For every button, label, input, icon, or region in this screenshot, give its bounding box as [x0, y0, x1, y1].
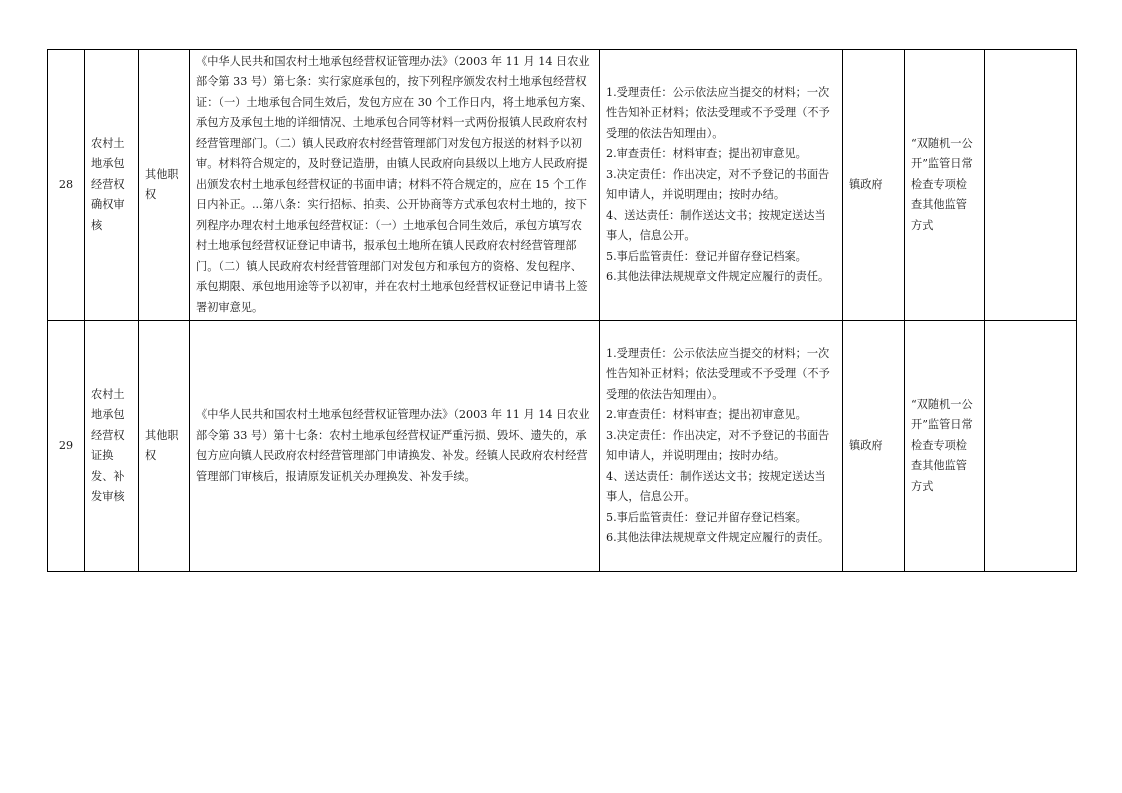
responsibility-item: 4、送达责任：制作送达文书；按规定送达当事人，信息公开。 [606, 208, 826, 242]
responsibility-item: 6.其他法律法规规章文件规定应履行的责任。 [606, 531, 830, 544]
row-number: 29 [48, 321, 85, 572]
remark-cell [985, 321, 1077, 572]
responsible-org: 镇政府 [843, 321, 905, 572]
power-type: 其他职权 [139, 321, 190, 572]
responsibility-item: 2.审查责任：材料审查；提出初审意见。 [606, 408, 807, 421]
item-name: 农村土地承包经营权确权审核 [85, 50, 139, 321]
responsibility-item: 3.决定责任：作出决定，对不予登记的书面告知申请人，并说明理由；按时办结。 [606, 167, 830, 201]
row-number: 28 [48, 50, 85, 321]
responsibility-item: 3.决定责任：作出决定，对不予登记的书面告知申请人，并说明理由；按时办结。 [606, 428, 830, 462]
responsibility-item: 5.事后监管责任：登记并留存登记档案。 [606, 510, 807, 524]
supervision-method: “双随机一公开”监管日常检查专项检查其他监管方式 [905, 321, 985, 572]
responsibility-item: 1.受理责任：公示依法应当提交的材料；一次性告知补正材料；依法受理或不予受理（不予受理的依法告知理由）。 [606, 346, 830, 401]
supervision-method: “双随机一公开”监管日常检查专项检查其他监管方式 [905, 50, 985, 321]
responsibility-item: 6.其他法律法规规章文件规定应履行的责任。 [606, 270, 830, 283]
legal-basis: 《中华人民共和国农村土地承包经营权证管理办法》（2003 年 11 月 14 日农业部令第 33 号）第七条：实行家庭承包的，按下列程序颁发农村土地承包经营权证：（一）土地承包合同生效后，发包方应在 30 个工作日内，将土地承包方案、承包方及承包土地的详细情况、土地承包合同等材料一式两份报镇人民政府农村经营管理部门。（二）镇人民政府农村经营管理部门对发包方报送的材料予以初审。材料符合规定的，及时登记造册，由镇人民政府向县级以上地方人民政府提出颁发农村土地承包经营权证的书面申请；材料不符合规定的，应在 15 个工作日内补正。...第八条：实行招标、拍卖、公开协商等方式承包农村土地的，按下列程序办理农村土地承包经营权证：（一）土地承包合同生效后，承包方填写农村土地承包经营权证登记申请书，报承包土地所在镇人民政府农村经营管理部门。（二）镇人民政府农村经营管理部门对发包方和承包方的资格、发包程序、承包期限、承包地用途等予以初审，并在农村土地承包经营权证登记申请书上签署初审意见。 [190, 50, 600, 321]
responsibility-list [600, 50, 843, 321]
power-type: 其他职权 [139, 50, 190, 321]
responsible-org: 镇政府 [843, 50, 905, 321]
duty-table [47, 49, 1077, 572]
responsibility-item: 2.审查责任：材料审查；提出初审意见。 [606, 147, 807, 160]
responsibility-item: 4、送达责任：制作送达文书；按规定送达当事人，信息公开。 [606, 469, 826, 503]
responsibility-item: 1.受理责任：公示依法应当提交的材料；一次性告知补正材料；依法受理或不予受理（不予受理的依法告知理由）。 [606, 85, 830, 140]
table-row [48, 321, 1077, 572]
remark-cell [985, 50, 1077, 321]
responsibility-item: 5.事后监管责任：登记并留存登记档案。 [606, 249, 807, 263]
table-row [48, 50, 1077, 321]
responsibility-list [600, 321, 843, 572]
legal-basis: 《中华人民共和国农村土地承包经营权证管理办法》（2003 年 11 月 14 日农业部令第 33 号）第十七条：农村土地承包经营权证严重污损、毁坏、遗失的，承包方应向镇人民政府农村经营管理部门申请换发、补发。经镇人民政府农村经营管理部门审核后，报请原发证机关办理换发、补发手续。 [190, 321, 600, 572]
item-name: 农村土地承包经营权证换发、补发审核 [85, 321, 139, 572]
